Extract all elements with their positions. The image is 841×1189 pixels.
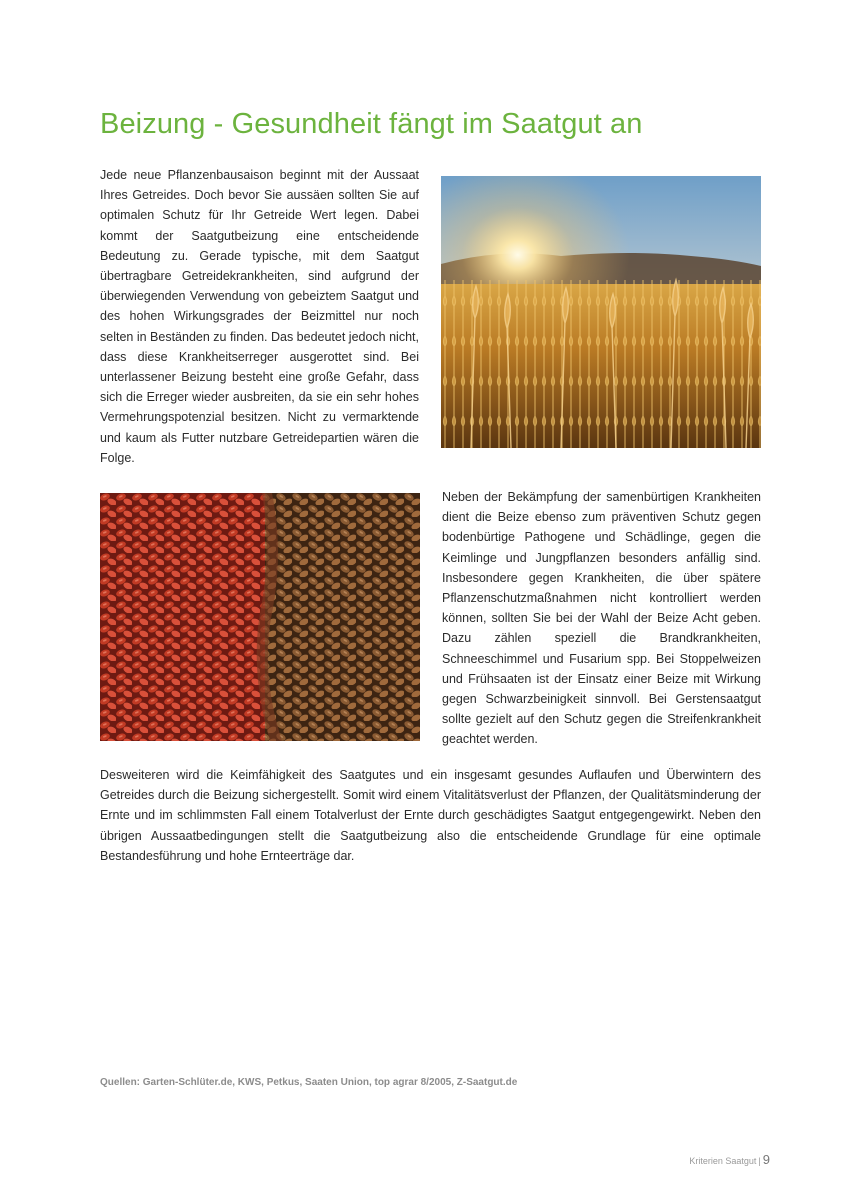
sources-note: Quellen: Garten-Schlüter.de, KWS, Petkus, Saaten Union, top agrar 8/2005, Z-Saatgut.de	[100, 1077, 518, 1088]
wheat-field-sunset-photo	[441, 176, 761, 448]
paragraph-intro: Jede neue Pflanzenbausaison beginnt mit der Aussaat Ihres Getreides. Doch bevor Sie aussäen sollten Sie auf optimalen Schutz für Ihr Getreide Wert legen. Dabei kommt der Saatgutbeizung eine entscheidende Bedeutung zu. Gerade typische, mit dem Saatgut übertragbare Getreidekrankheiten, sind aufgrund der überwiegenden Verwendung von gebeiztem Saatgut und des hohen Wirkungsgrades der Beizmittel nur noch selten in Beständen zu finden. Das bedeutet jedoch nicht, dass diese Krankheitserreger ausgerottet sind. Bei unterlassener Beizung besteht eine große Gefahr, dass sich die Erreger wieder ausbreiten, da sie ein sehr hohes Vermehrungspotenzial besitzen. Nicht zu vermarktende und kaum als Futter nutzbare Getreidepartien wären die Folge.	[100, 168, 419, 465]
footer-separator: |	[758, 1156, 761, 1166]
footer-label: Kriterien Saatgut	[689, 1156, 757, 1166]
page-footer	[689, 1152, 770, 1167]
paragraph-soilborne-protection: Neben der Bekämpfung der samenbürtigen Krankheiten dient die Beize ebenso zum präventiven Schutz gegen bodenbürtige Pathogene und Schädlinge, gegen die Keimlinge und Jungpflanzen besonders anfällig sind. Insbesondere gegen Krankheiten, die über spätere Pflanzenschutzmaßnahmen nicht kontrolliert werden können, sollten Sie bei der Wahl der Beize Acht geben. Dazu zählen speziell die Brandkrankheiten, Schneeschimmel und Fusarium spp. Bei Stoppelweizen und Frühsaaten ist der Einsatz einer Beize mit Wirkung gegen Schwarzbeinigkeit sinnvoll. Bei Gerstensaatgut sollte gezielt auf den Schutz gegen die Streifenkrankheit geachtet werden.	[442, 490, 761, 747]
page-number: 9	[762, 1152, 770, 1167]
treated-and-untreated-seeds-photo	[100, 493, 420, 741]
page-title: Beizung - Gesundheit fängt im Saatgut an	[100, 108, 643, 140]
paragraph-germination: Desweiteren wird die Keimfähigkeit des Saatgutes und ein insgesamt gesundes Auflaufen und Überwintern des Getreides durch die Beizung sichergestellt. Somit wird einem Vitalitätsverlust der Pflanzen, der Qualitätsminderung der Ernte und im schlimmsten Fall einem Totalverlust der Ernte durch geschädigtes Saatgut entgegengewirkt. Neben den übrigen Aussaatbedingungen stellt die Saatgutbeizung also die entscheidende Grundlage für eine optimale Bestandesführung und hohe Ernteerträge dar.	[100, 768, 761, 863]
